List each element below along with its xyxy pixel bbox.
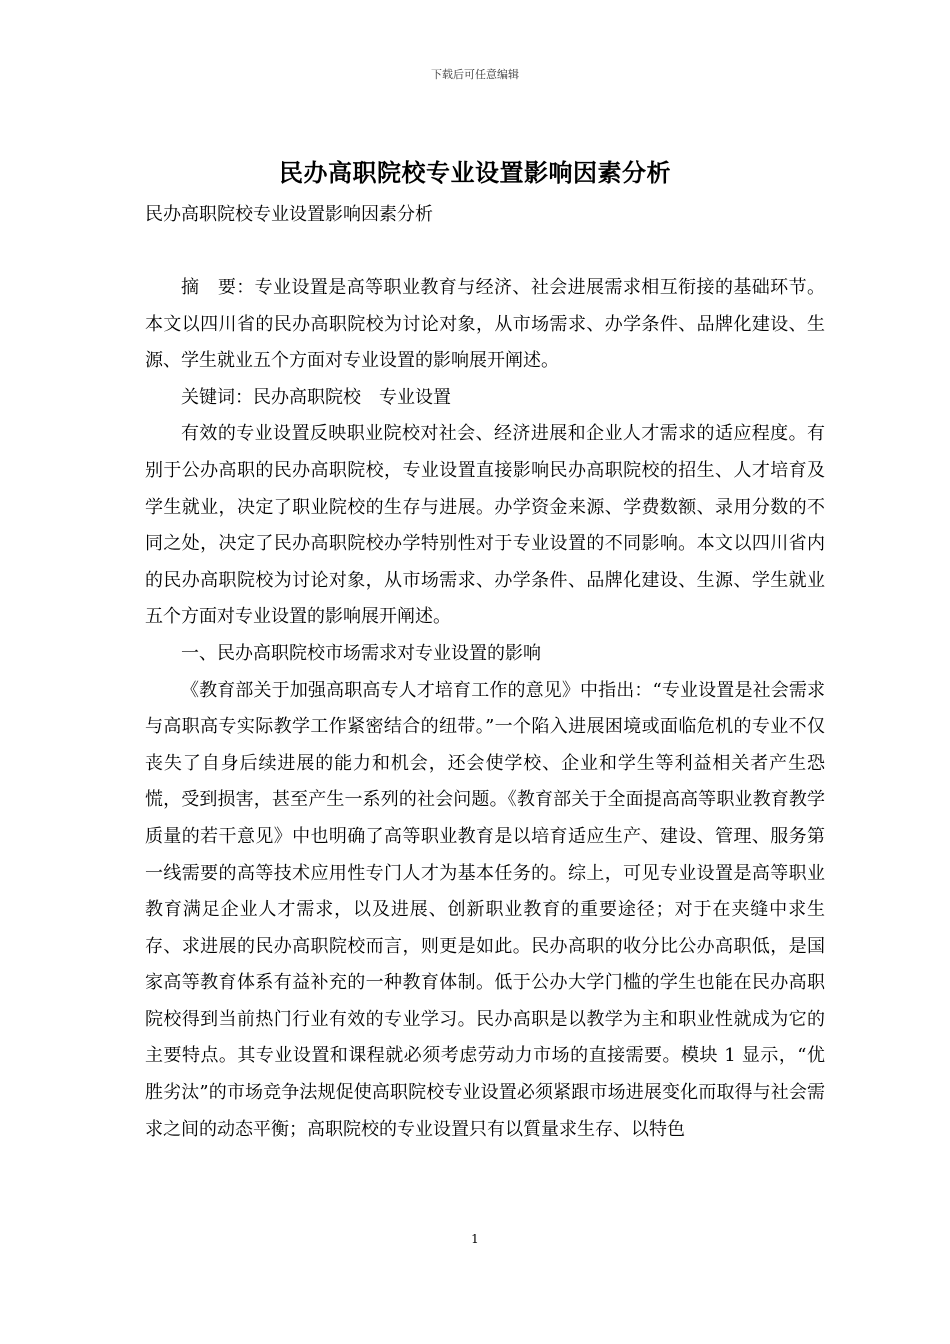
section-heading: 一、民办高职院校市场需求对专业设置的影响 xyxy=(181,642,541,664)
page-number: 1 xyxy=(471,1232,479,1246)
header-note: 下载后可任意编辑 xyxy=(431,68,519,81)
intro-paragraph: 有效的专业设置反映职业院校对社会、经济进展和企业人才需求的适应程度。有别于公办高职的民办高职院校，专业设置直接影响民办高职院校的招生、人才培育及学生就业，决定了职业院校的生存与进展。办学资金来源、学费数额、录用分数的不同之处，决定了民办高职院校办学特别性对于专业设置的不同影响。本文以四川省内的民办高职院校为讨论对象，从市场需求、办学条件、品牌化建设、生源、学生就业五个方面对专业设置的影响展开阐述。 xyxy=(145,423,825,628)
keywords-paragraph: 关键词：民办高职院校 专业设置 xyxy=(181,386,451,408)
section-paragraph: 《教育部关于加强高职高专人才培育工作的意见》中指出：“专业设置是社会需求与高职高专实际教学工作紧密结合的纽带。”一个陷入进展困境或面临危机的专业不仅丧失了自身后续进展的能力和机会，还会使学校、企业和学生等利益相关者产生恐慌，受到损害，甚至产生一系列的社会问题。《教育部关于全面提高高等职业教育教学质量的若干意见》中也明确了高等职业教育是以培育适应生产、建设、管理、服务第一线需要的高等技术应用性专门人才为基本任务的。综上，可见专业设置是高等职业教育满足企业人才需求，以及进展、创新职业教育的重要途径；对于在夹缝中求生存、求进展的民办高职院校而言，则更是如此。民办高职的收分比公办高职低，是国家高等教育体系有益补充的一种教育体制。低于公办大学门槛的学生也能在民办高职院校得到当前热门行业有效的专业学习。民办高职是以教学为主和职业性就成为它的主要特点。其专业设置和课程就必须考虑劳动力市场的直接需要。模块 1 显示，“优胜劣汰”的市场竞争法规促使高职院校专业设置必须紧跟市场进展变化而取得与社会需求之间的动态平衡；高职院校的专业设置只有以質量求生存、以特色 xyxy=(145,679,825,1140)
document-title: 民办高职院校专业设置影响因素分析 xyxy=(279,158,671,187)
document-subtitle: 民办高职院校专业设置影响因素分析 xyxy=(145,204,433,225)
abstract-paragraph: 摘 要：专业设置是高等职业教育与经济、社会进展需求相互衔接的基础环节。本文以四川省的民办高职院校为讨论对象，从市场需求、办学条件、品牌化建设、生源、学生就业五个方面对专业设置的影响展开阐述。 xyxy=(145,277,825,372)
document-body xyxy=(145,270,825,1148)
